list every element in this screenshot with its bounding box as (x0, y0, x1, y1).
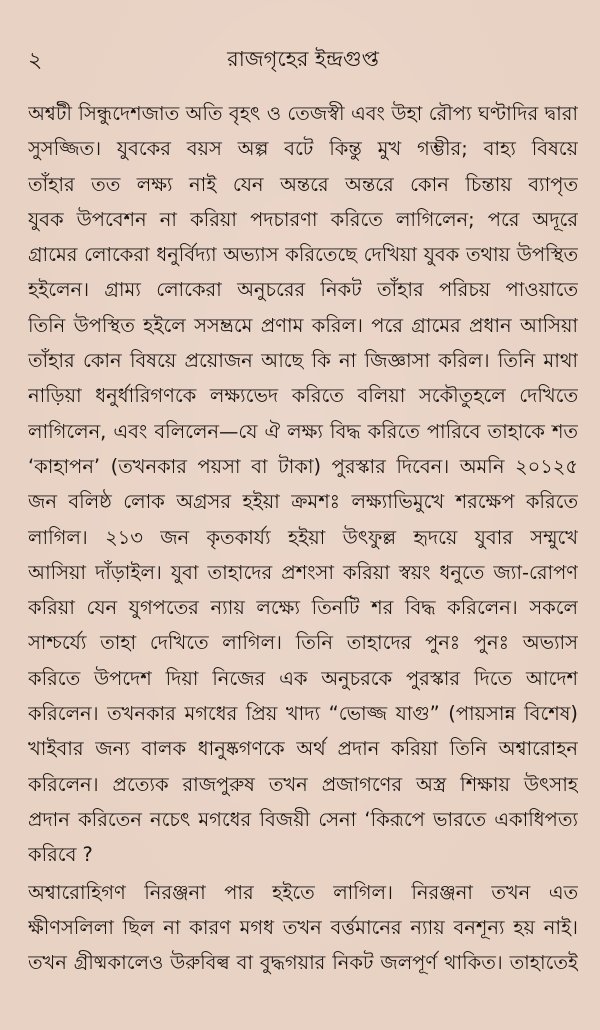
text-line: তিনি উপস্থিত হইলে সসম্ভ্রমে প্রণাম করিল। পরে গ্রামের প্রধান আসিয়া (28, 313, 578, 337)
text-line: লাগিলেন, এবং বলিলেন—যে ঐ লক্ষ্য বিদ্ধ করিতে পারিবে তাহাকে শত (28, 419, 578, 443)
text-line: করিবে ? (28, 843, 93, 867)
running-title: রাজগৃহের ইন্দ্রগুপ্ত (227, 47, 379, 71)
text-line: লাগিল। ২১৩ জন কৃতকার্য্য হইয়া উৎফুল্ল হৃদয়ে যুবার সম্মুখে (28, 525, 578, 549)
text-line: তাঁহার কোন বিষয়ে প্রয়োজন আছে কি না জিজ্ঞাসা করিল। তিনি মাথা (28, 349, 578, 373)
text-line: নাড়িয়া ধনুর্ধারিগণকে লক্ষ্যভেদ করিতে বলিয়া সকৌতুহলে দেখিতে (28, 384, 578, 408)
text-line: যুবক উপবেশন না করিয়া পদচারণা করিতে লাগিলেন; পরে অদূরে (28, 207, 578, 231)
text-line: আসিয়া দাঁড়াইল। যুবা তাহাদের প্রশংসা করিয়া স্বয়ং ধনুতে জ্যা-রোপণ (28, 560, 578, 584)
text-line: করিলেন। প্রত্যেক রাজপুরুষ তখন প্রজাগণের অস্ত্র শিক্ষায় উৎসাহ (28, 772, 578, 796)
text-line: করিয়া যেন যুগপতের ন্যায় লক্ষ্যে তিনটি শর বিদ্ধ করিলেন। সকলে (28, 596, 578, 620)
text-line: তাঁহার তত লক্ষ্য নাই যেন অন্তরে অন্তরে কোন চিন্তায় ব্যাপৃত (28, 172, 578, 196)
text-line: প্রদান করিতেন নচেৎ মগধের বিজয়ী সেনা ‘কিরূপে ভারতে একাধিপত্য (28, 807, 578, 831)
text-line: ‘কাহাপন’ (তখনকার পয়সা বা টাকা) পুরস্কার দিবেন। অমনি ২০১২৫ (28, 454, 578, 478)
text-line: ক্ষীণসলিলা ছিল না কারণ মগধ তখন বর্ত্তমানের ন্যায় বনশূন্য হয় নাই। (28, 915, 578, 939)
text-line: করিতে উপদেশ দিয়া নিজের এক অনুচরকে পুরস্কার দিতে আদেশ (28, 666, 578, 690)
paragraph-1 (28, 96, 578, 873)
text-line: করিলেন। তখনকার মগধের প্রিয় খাদ্য “ভোজ্জ যাগু” (পায়সান্ন বিশেষ) (28, 702, 578, 726)
text-line: খাইবার জন্য বালক ধানুষ্কগণকে অর্থ প্রদান করিয়া তিনি অশ্বারোহন (28, 737, 578, 761)
body-text (28, 96, 578, 980)
text-line: হইলেন। গ্রাম্য লোকেরা অনুচরের নিকট তাঁহার পরিচয় পাওয়াতে (28, 278, 578, 302)
text-line: সুসজ্জিত। যুবকের বয়স অল্প বটে কিন্তু মুখ গম্ভীর; বাহ্য বিষয়ে (28, 137, 578, 161)
page-number: ২ (28, 48, 43, 73)
text-line: গ্রামের লোকেরা ধনুর্বিদ্যা অভ্যাস করিতেছে দেখিয়া যুবক তথায় উপস্থিত (28, 243, 578, 267)
text-line: জন বলিষ্ঠ লোক অগ্রসর হইয়া ক্রমশঃ লক্ষ্যাভিমুখে শরক্ষেপ করিতে (28, 490, 578, 514)
paragraph-2 (28, 875, 578, 981)
text-line: সাশ্চর্য্যে তাহা দেখিতে লাগিল। তিনি তাহাদের পুনঃ পুনঃ অভ্যাস (28, 631, 578, 655)
text-line: অশ্বটী সিন্ধুদেশজাত অতি বৃহৎ ও তেজস্বী এবং উহা রৌপ্য ঘণ্টাদির দ্বারা (28, 102, 578, 125)
page-header (28, 46, 578, 80)
text-line: অশ্বারোহিগণ নিরঞ্জনা পার হইতে লাগিল। নিরঞ্জনা তখন এত (28, 880, 578, 904)
text-line: তখন গ্রীষ্মকালেও উরুবিল্ব বা বুদ্ধগয়ার নিকট জলপূর্ণ থাকিত। তাহাতেই (28, 951, 578, 975)
